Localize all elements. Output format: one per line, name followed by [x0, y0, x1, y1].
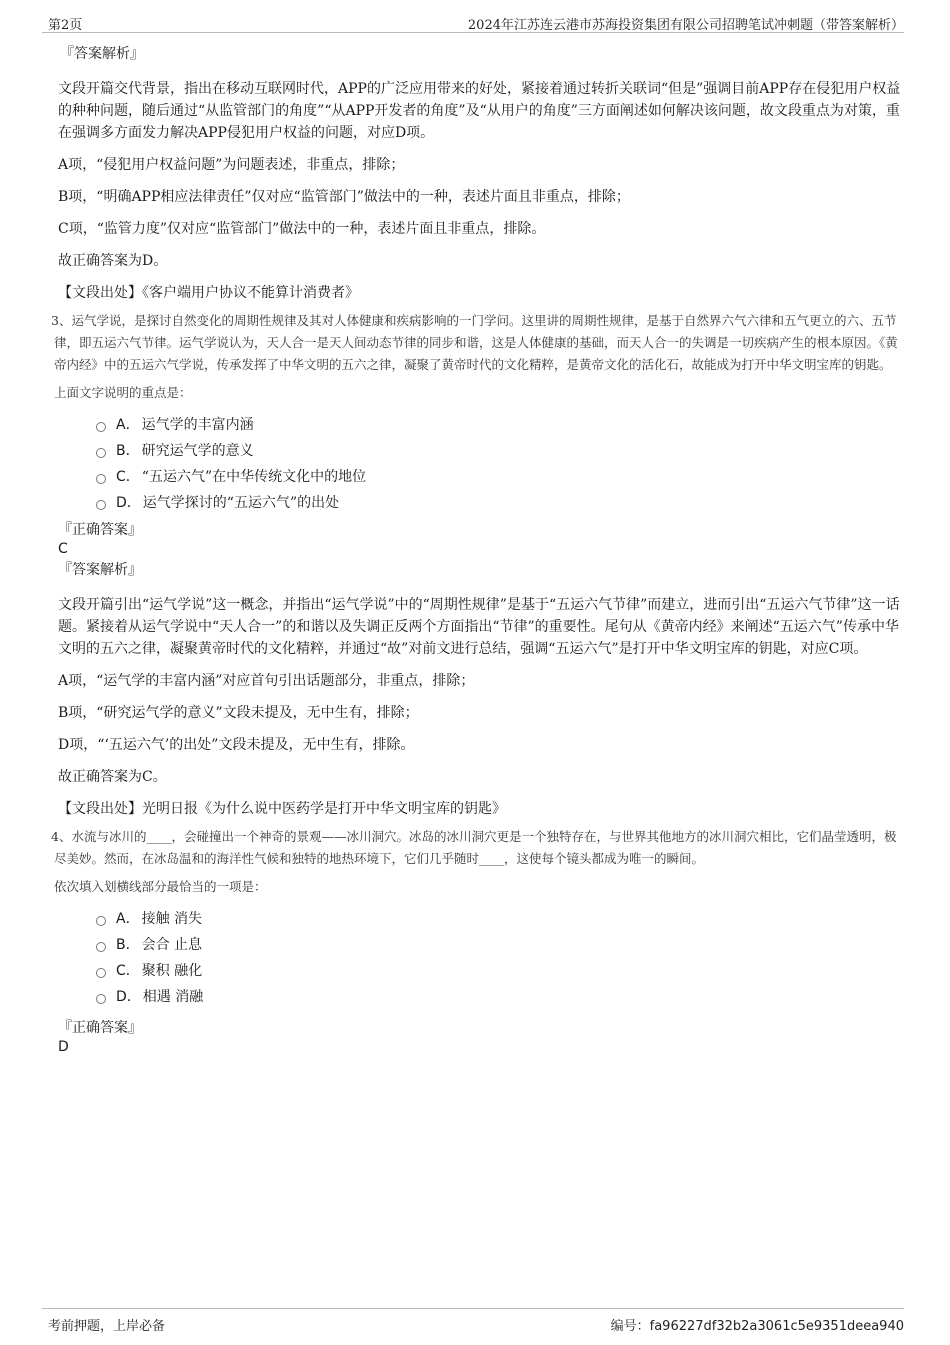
document-code	[611, 1315, 904, 1334]
option-b[interactable]: B． 研究运气学的意义	[96, 438, 904, 464]
correct-answer: D	[58, 1039, 69, 1055]
radio-icon[interactable]	[96, 916, 106, 926]
correct-answer-label: 『正确答案』	[58, 522, 142, 538]
correct-answer: C	[58, 541, 68, 557]
question-4-prompt: 依次填入划横线部分最恰当的一项是：	[54, 879, 267, 894]
radio-icon[interactable]	[96, 968, 106, 978]
page-number: 第2页	[48, 18, 83, 33]
analysis-note: B项，“明确APP相应法律责任”仅对应“监管部门”做法中的一种，表述片面且非重点，排除；	[58, 189, 630, 205]
analysis-note: C项，“监管力度”仅对应“监管部门”做法中的一种，表述片面且非重点，排除。	[58, 221, 546, 237]
code-label: 编号：	[610, 1319, 650, 1334]
code-value: fa96227df32b2a3061c5e9351deea940	[649, 1319, 904, 1334]
analysis-note: A项，“运气学的丰富内涵”对应首句引出话题部分，非重点，排除；	[58, 673, 475, 689]
question-4-options	[96, 906, 904, 1010]
radio-icon[interactable]	[96, 422, 106, 432]
question-3-prompt: 上面文字说明的重点是：	[54, 385, 192, 400]
radio-icon[interactable]	[96, 448, 106, 458]
source-citation: 【文段出处】光明日报《为什么说中医药学是打开中华文明宝库的钥匙》	[58, 801, 506, 817]
radio-icon[interactable]	[96, 994, 106, 1004]
radio-icon[interactable]	[96, 474, 106, 484]
radio-icon[interactable]	[96, 942, 106, 952]
question-3-options	[96, 412, 904, 516]
analysis-text: 文段开篇交代背景，指出在移动互联网时代，APP的广泛应用带来的好处，紧接着通过转折关联词“但是”强调目前APP存在侵犯用户权益的种种问题，随后通过“从监管部门的角度”“从APP开发者的角度”及“从用户的角度”三方面阐述如何解决该问题，故文段重点为对策，重在强调多方面发力解决APP侵犯用户权益的问题，对应D项。	[58, 81, 901, 141]
option-c[interactable]: C． 聚积 融化	[96, 958, 904, 984]
option-d[interactable]: D． 相遇 消融	[96, 984, 904, 1010]
analysis-label: 『答案解析』	[60, 46, 144, 62]
document-title: 2024年江苏连云港市苏海投资集团有限公司招聘笔试冲刺题（带答案解析）	[467, 18, 904, 33]
option-c[interactable]: C． “五运六气”在中华传统文化中的地位	[96, 464, 904, 490]
analysis-note: D项，“‘五运六气’的出处”文段未提及，无中生有，排除。	[58, 737, 415, 753]
analysis-note: B项，“研究运气学的意义”文段未提及，无中生有，排除；	[58, 705, 419, 721]
radio-icon[interactable]	[96, 500, 106, 510]
page-header	[42, 10, 904, 33]
option-a[interactable]: A． 运气学的丰富内涵	[96, 412, 904, 438]
correct-answer-label: 『正确答案』	[58, 1020, 142, 1036]
option-a[interactable]: A． 接触 消失	[96, 906, 904, 932]
option-d[interactable]: D． 运气学探讨的“五运六气”的出处	[96, 490, 904, 516]
analysis-note: A项，“侵犯用户权益问题”为问题表述，非重点，排除；	[58, 157, 405, 173]
option-b[interactable]: B． 会合 止息	[96, 932, 904, 958]
analysis-text: 文段开篇引出“运气学说”这一概念，并指出“运气学说”中的“周期性规律”是基于“五运六气节律”而建立，进而引出“五运六气节律”这一话题。紧接着从运气学说中“天人合一”的和谐以及失调正反两个方面指出“节律”的重要性。尾句从《黄帝内经》来阐述“五运六气”传承中华文明的五六之律，凝聚黄帝时代的文化精粹，并通过“故”对前文进行总结，强调“五运六气”是打开中华文明宝库的钥匙，对应C项。	[58, 597, 900, 657]
analysis-label: 『答案解析』	[58, 562, 142, 578]
question-3-stem: 3、运气学说，是探讨自然变化的周期性规律及其对人体健康和疾病影响的一门学问。这里讲的周期性规律，是基于自然界六气六律和五气更立的六、五节律，即五运六气节律。运气学说认为，天人合一是天人间动态节律的同步和谐，这是人体健康的基础，而天人合一的失调是一切疾病产生的根本原因。《黄帝内经》中的五运六气学说，传承发挥了中华文明的五六之律，凝聚了黄帝时代的文化精粹，是黄帝文化的活化石，故能成为打开中华文明宝库的钥匙。	[51, 313, 898, 372]
page-content	[51, 44, 904, 1058]
page-footer	[42, 1308, 904, 1337]
question-4-stem: 4、水流与冰川的____，会碰撞出一个神奇的景观——冰川洞穴。冰岛的冰川洞穴更是一个独特存在，与世界其他地方的冰川洞穴相比，它们晶莹透明，极尽美妙。然而，在冰岛温和的海洋性气候和独特的地热环境下，它们几乎随时____，这使每个镜头都成为唯一的瞬间。	[51, 829, 897, 866]
source-citation: 【文段出处】《客户端用户协议不能算计消费者》	[58, 285, 359, 301]
footer-slogan: 考前押题，上岸必备	[48, 1319, 166, 1334]
answer-conclusion: 故正确答案为D。	[58, 253, 168, 269]
answer-conclusion: 故正确答案为C。	[58, 769, 167, 785]
